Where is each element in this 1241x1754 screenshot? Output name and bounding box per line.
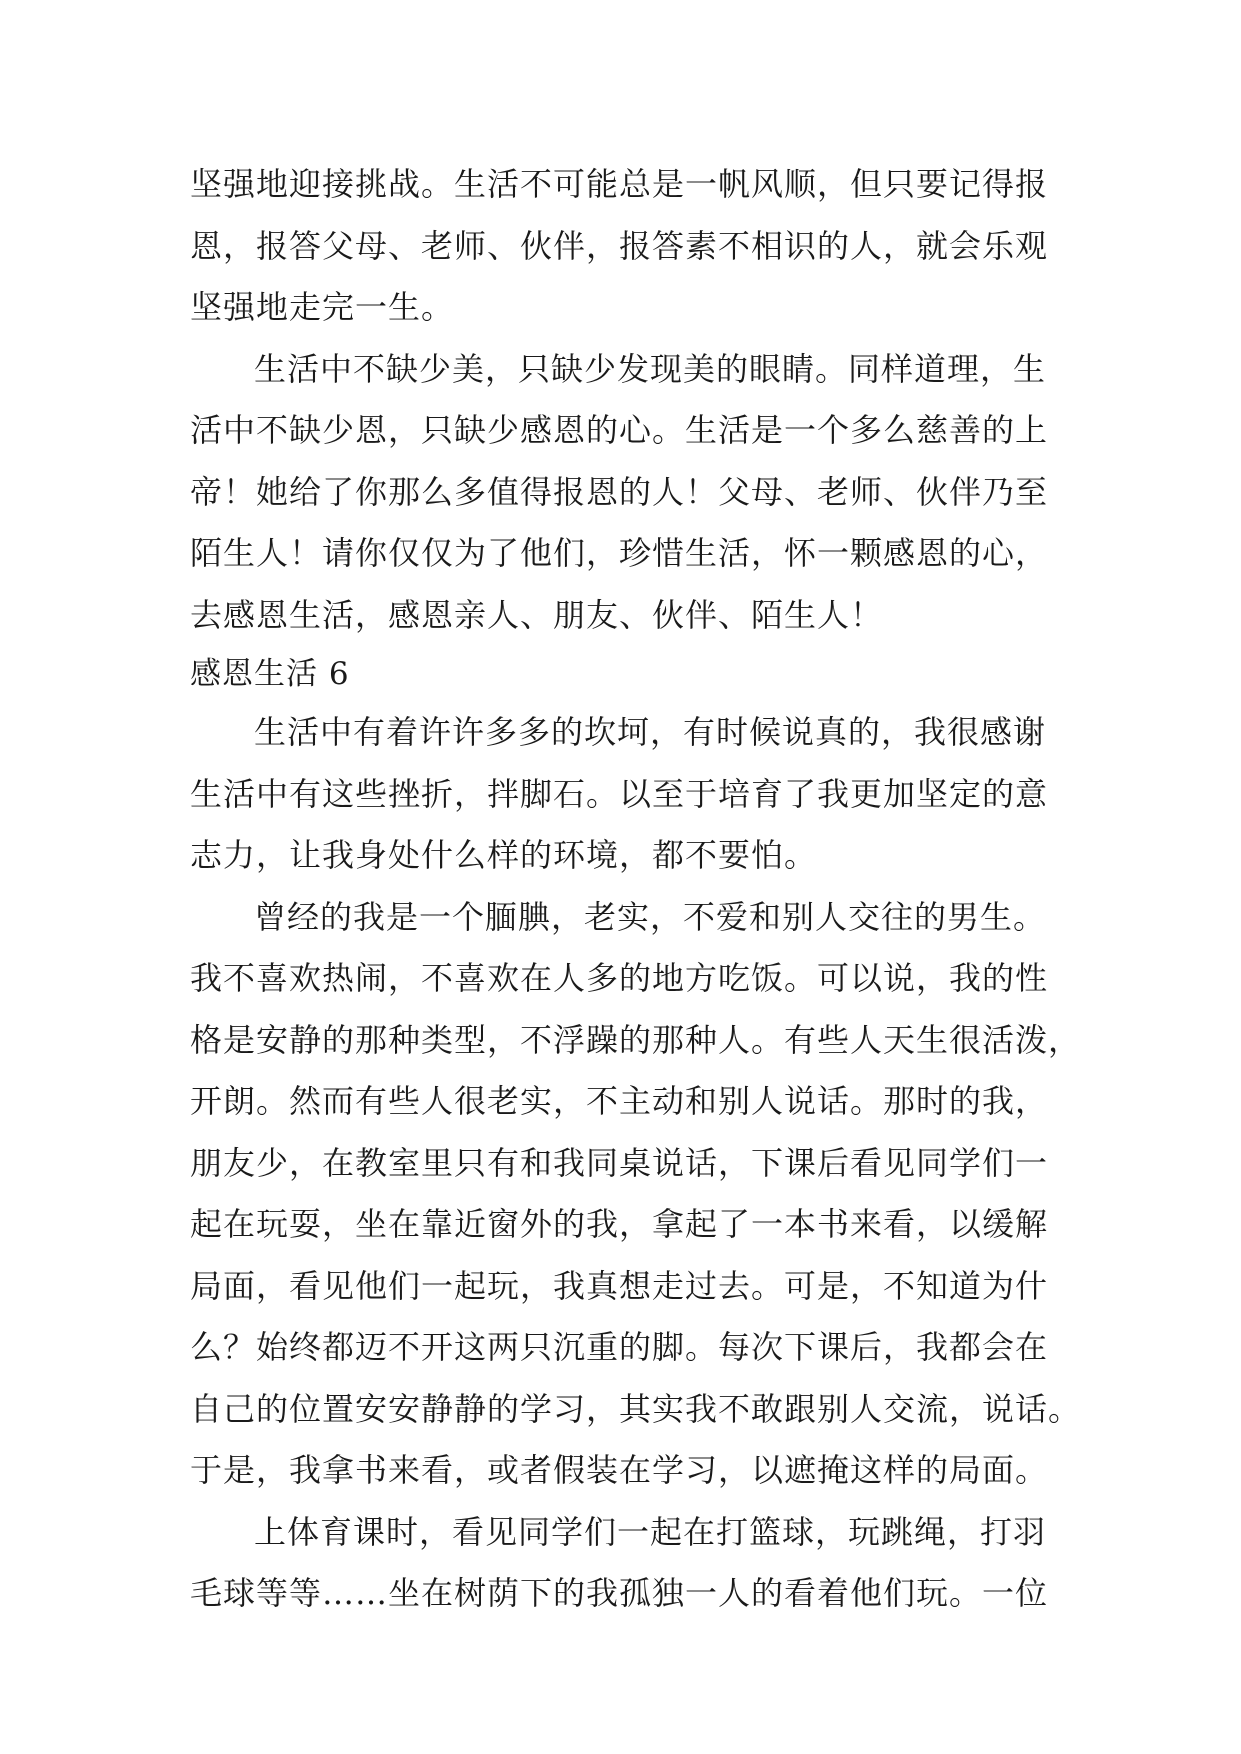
text-line: 于是，我拿书来看，或者假装在学习，以遮掩这样的局面。 [190, 1451, 1049, 1489]
text-line: 活中不缺少恩，只缺少感恩的心。生活是一个多么慈善的上 [190, 411, 1049, 449]
text-line: 上体育课时，看见同学们一起在打篮球，玩跳绳，打羽 [254, 1512, 1047, 1551]
text-line: 生活中有着许许多多的坎坷，有时候说真的，我很感谢 [254, 713, 1047, 751]
text-line: 我不喜欢热闹，不喜欢在人多的地方吃饭。可以说，我的性 [190, 959, 1049, 997]
document-body [190, 154, 1082, 1625]
text-line: 恩，报答父母、老师、伙伴，报答素不相识的人，就会乐观 [190, 226, 1049, 265]
text-line: 去感恩生活，感恩亲人、朋友、伙伴、陌生人！ [190, 595, 884, 634]
text-line: 局面，看见他们一起玩，我真想走过去。可是，不知道为什 [190, 1266, 1049, 1305]
text-line: 曾经的我是一个腼腆，老实，不爱和别人交往的男生。 [254, 897, 1047, 936]
text-line: 志力，让我身处什么样的环境，都不要怕。 [190, 836, 818, 874]
text-line: 开朗。然而有些人很老实，不主动和别人说话。那时的我， [190, 1082, 1049, 1120]
text-line: 坚强地走完一生。 [190, 288, 455, 326]
text-line: 帝！她给了你那么多值得报恩的人！父母、老师、伙伴乃至 [190, 472, 1049, 511]
text-line: 格是安静的那种类型，不浮躁的那种人。有些人天生很活泼， [190, 1020, 1082, 1059]
text-line: 起在玩耍，坐在靠近窗外的我，拿起了一本书来看，以缓解 [190, 1205, 1049, 1243]
text-line: 毛球等等……坐在树荫下的我孤独一人的看着他们玩。一位 [190, 1574, 1049, 1612]
text-line: 生活中不缺少美，只缺少发现美的眼睛。同样道理，生 [254, 349, 1047, 388]
section-heading: 感恩生活 6 [190, 656, 350, 692]
text-line: 陌生人！请你仅仅为了他们，珍惜生活，怀一颗感恩的心， [190, 534, 1049, 572]
text-line: 生活中有这些挫折，拌脚石。以至于培育了我更加坚定的意 [190, 774, 1049, 813]
text-line: 么？始终都迈不开这两只沉重的脚。每次下课后，我都会在 [190, 1328, 1049, 1366]
text-line: 坚强地迎接挑战。生活不可能总是一帆风顺，但只要记得报 [190, 165, 1049, 203]
text-line: 自己的位置安安静静的学习，其实我不敢跟别人交流，说话。 [190, 1389, 1082, 1428]
text-line: 朋友少，在教室里只有和我同桌说话，下课后看见同学们一 [190, 1143, 1049, 1182]
